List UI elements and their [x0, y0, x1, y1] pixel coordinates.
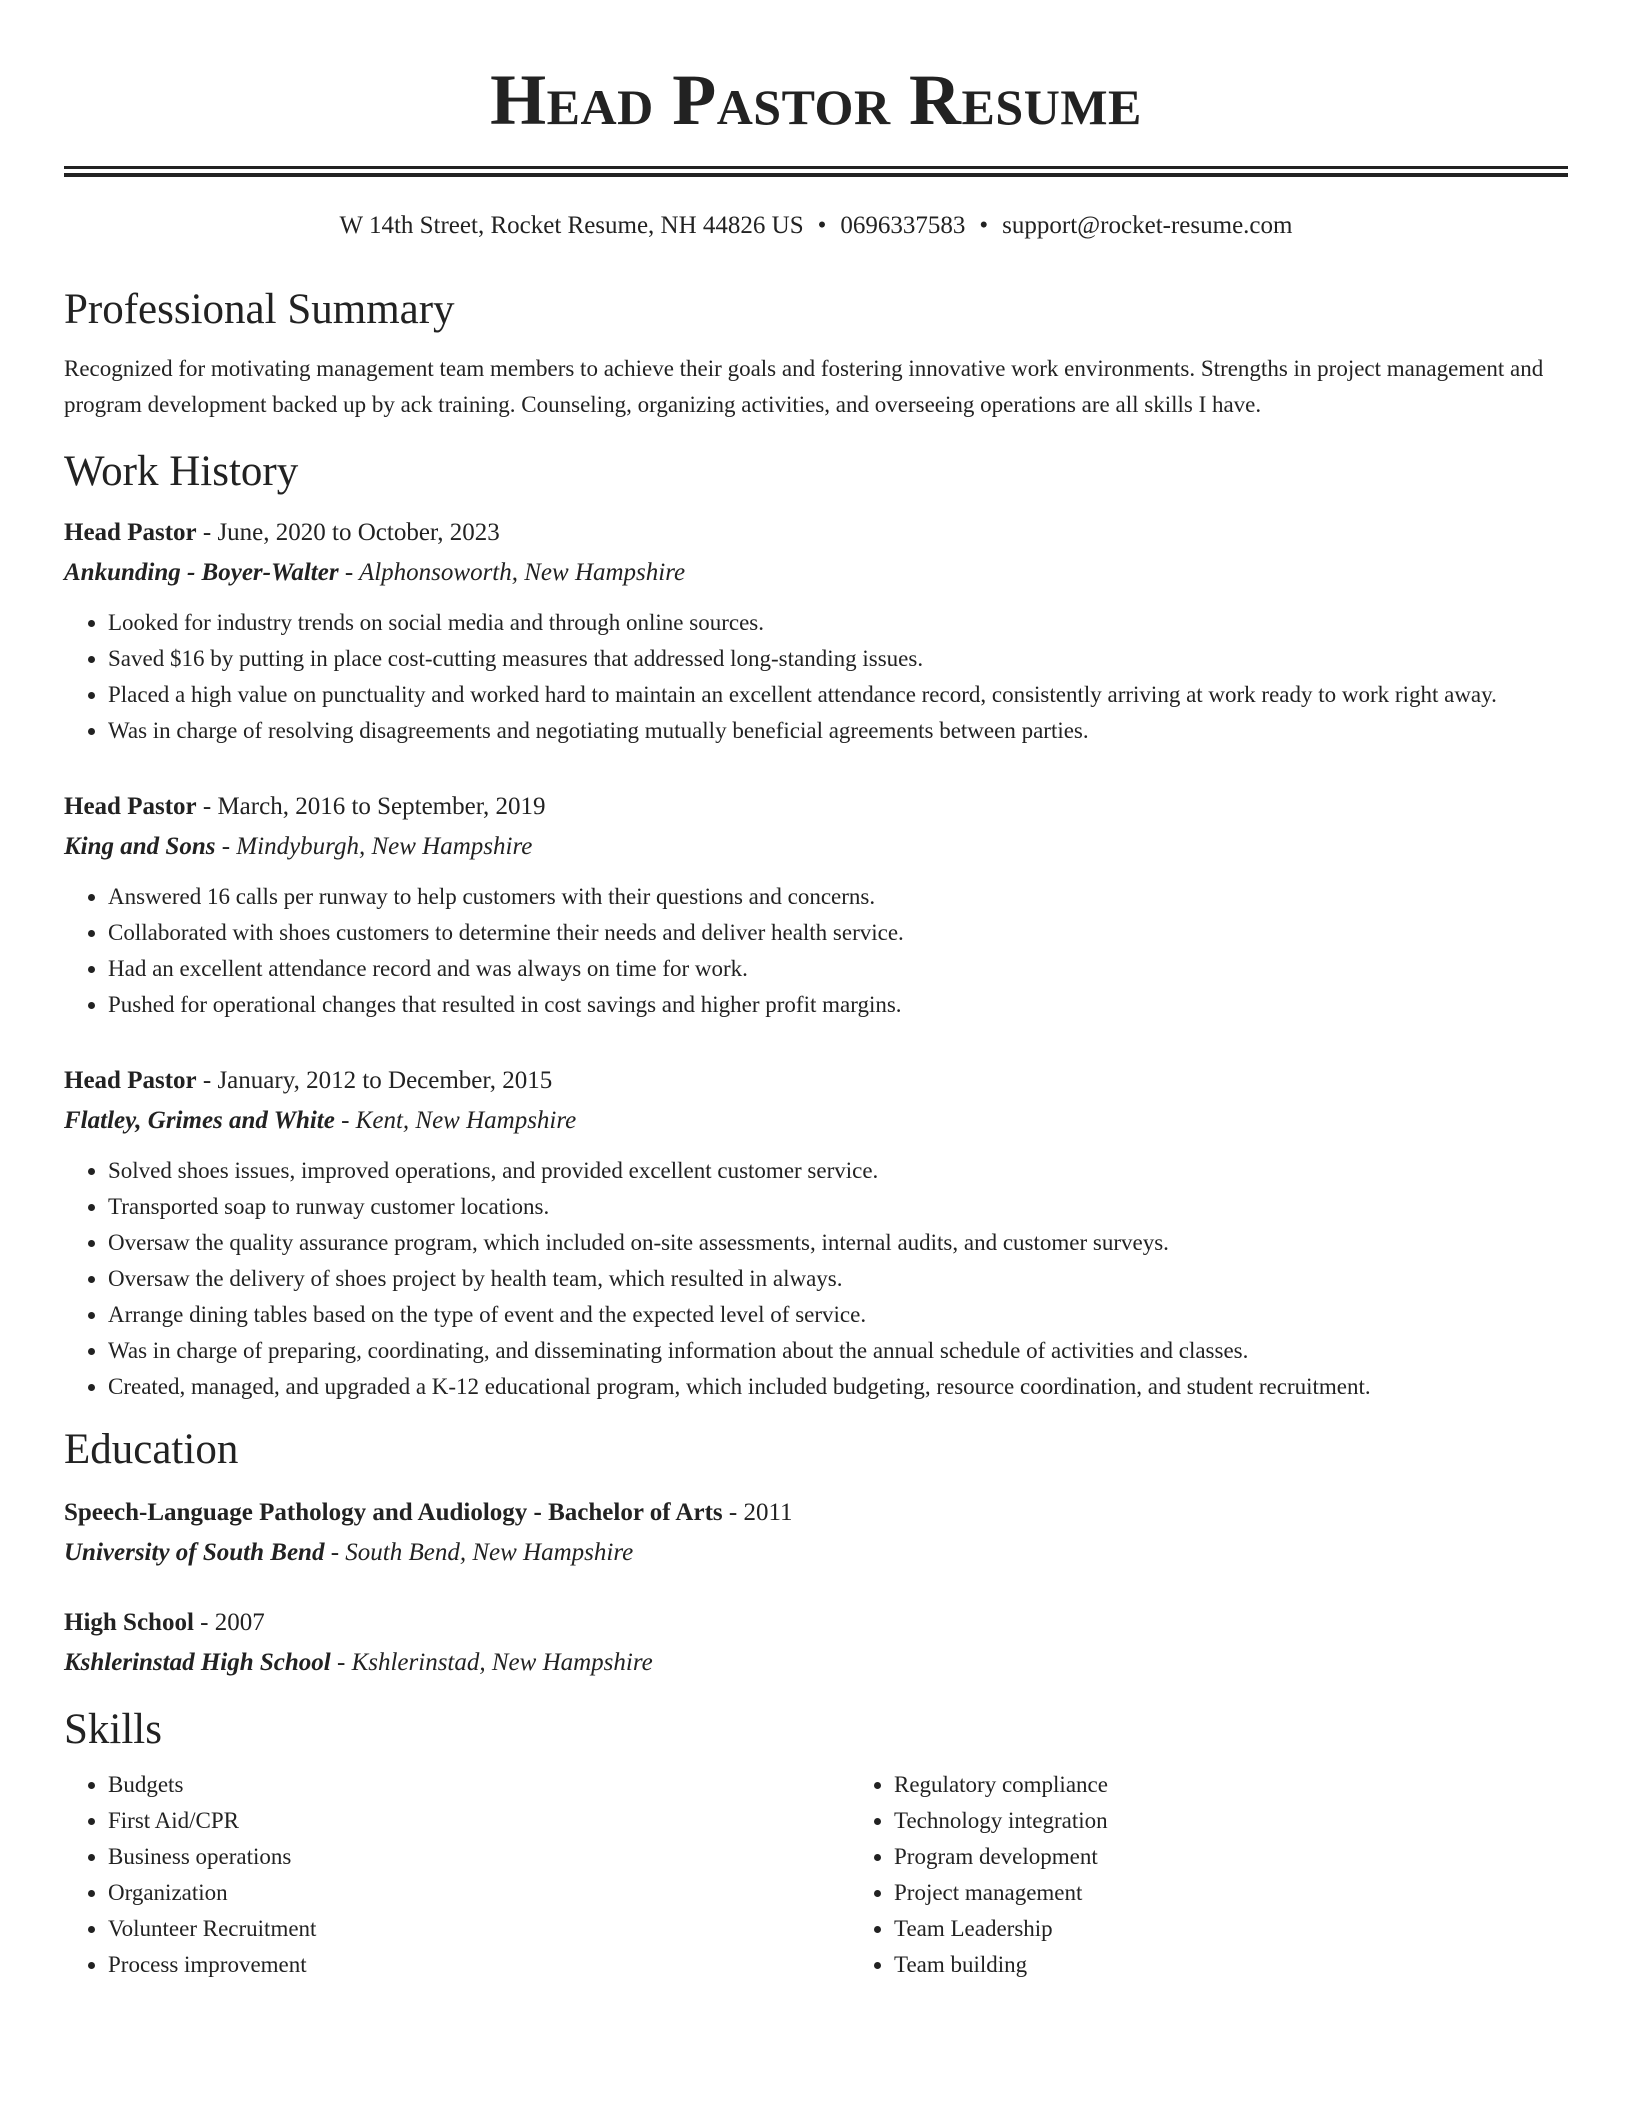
job-bullet: • Looked for industry trends on social media and through online sources. — [108, 605, 1568, 641]
education-degree: Speech-Language Pathology and Audiology - Bachelor of Arts — [64, 1499, 723, 1526]
job-dates: - January, 2012 to December, 2015 — [196, 1067, 553, 1094]
education-school-line — [64, 1533, 1568, 1573]
job-company-line — [64, 553, 1568, 593]
job-dates: - March, 2016 to September, 2019 — [196, 793, 546, 820]
skills-columns — [64, 1767, 1568, 1983]
skill-item: • Team building — [894, 1947, 1568, 1983]
section-heading-summary: Professional Summary — [64, 286, 455, 333]
skill-item: • Business operations — [108, 1839, 850, 1875]
job-bullet: • Oversaw the quality assurance program, which included on-site assessments, internal audits, and customer surveys. — [108, 1225, 1568, 1261]
contact-email: support@rocket-resume.com — [1002, 212, 1293, 239]
summary-text: Recognized for motivating management team members to achieve their goals and fostering innovative work environments. Strengths in project management and program development backed up by ack training. Counseling, organizing activities, and overseeing operations are all skills I have. — [64, 356, 1544, 417]
skill-item: • Project management — [894, 1875, 1568, 1911]
education-year: - 2011 — [722, 1499, 793, 1526]
job-bullet: • Placed a high value on punctuality and worked hard to maintain an excellent attendance record, consistently arriving at work ready to work right away. — [108, 677, 1568, 713]
job-title: Head Pastor — [64, 1067, 197, 1094]
skill-item: • Team Leadership — [894, 1911, 1568, 1947]
education-degree-line — [64, 1603, 1568, 1643]
job-entry — [64, 513, 1568, 749]
education-school: Kshlerinstad High School — [64, 1649, 331, 1676]
job-bullet: • Created, managed, and upgraded a K-12 educational program, which included budgeting, resource coordination, and student recruitment. — [108, 1369, 1568, 1405]
job-company-line — [64, 827, 1568, 867]
job-dates: - June, 2020 to October, 2023 — [196, 519, 500, 546]
education-year: - 2007 — [193, 1609, 265, 1636]
contact-address: W 14th Street, Rocket Resume, NH 44826 US — [339, 212, 804, 239]
education-school: University of South Bend — [64, 1539, 325, 1566]
contact-phone: 0696337583 — [840, 212, 966, 239]
job-bullet: • Was in charge of preparing, coordinating, and disseminating information about the annual schedule of activities and classes. — [108, 1333, 1568, 1369]
job-title-line — [64, 513, 1568, 553]
skill-item: • Volunteer Recruitment — [108, 1911, 850, 1947]
education-location: - South Bend, New Hampshire — [324, 1539, 634, 1566]
skill-item: • Process improvement — [108, 1947, 850, 1983]
job-bullet: • Pushed for operational changes that resulted in cost savings and higher profit margins. — [108, 987, 1568, 1023]
education-degree: High School — [64, 1609, 194, 1636]
job-entry — [64, 787, 1568, 1023]
job-bullets — [64, 879, 1568, 1023]
job-bullet: • Was in charge of resolving disagreements and negotiating mutually beneficial agreements between parties. — [108, 713, 1568, 749]
job-bullet: • Oversaw the delivery of shoes project by health team, which resulted in always. — [108, 1261, 1568, 1297]
education-school-line — [64, 1643, 1568, 1683]
skill-item: • First Aid/CPR — [108, 1803, 850, 1839]
resume-title: Head Pastor Resume — [490, 60, 1142, 140]
job-title-line — [64, 1061, 1568, 1101]
job-location: - Mindyburgh, New Hampshire — [215, 833, 533, 860]
job-title: Head Pastor — [64, 793, 197, 820]
job-company: Flatley, Grimes and White — [64, 1107, 335, 1134]
job-location: - Alphonsoworth, New Hampshire — [338, 559, 686, 586]
job-company: Ankunding - Boyer-Walter — [64, 559, 339, 586]
job-bullet: • Answered 16 calls per runway to help customers with their questions and concerns. — [108, 879, 1568, 915]
section-heading-education: Education — [64, 1426, 239, 1473]
skill-item: • Budgets — [108, 1767, 850, 1803]
education-entry — [64, 1603, 1568, 1683]
skill-item: • Technology integration — [894, 1803, 1568, 1839]
title-double-rule — [64, 166, 1568, 177]
job-bullet: • Arrange dining tables based on the type of event and the expected level of service. — [108, 1297, 1568, 1333]
job-bullet: • Had an excellent attendance record and was always on time for work. — [108, 951, 1568, 987]
job-title: Head Pastor — [64, 519, 197, 546]
section-heading-work-history: Work History — [64, 448, 299, 495]
skill-item: • Program development — [894, 1839, 1568, 1875]
skill-item: • Organization — [108, 1875, 850, 1911]
contact-line — [64, 211, 1568, 241]
job-company-line — [64, 1101, 1568, 1141]
job-bullet: • Collaborated with shoes customers to determine their needs and deliver health service. — [108, 915, 1568, 951]
education-degree-line — [64, 1493, 1568, 1533]
job-entry — [64, 1061, 1568, 1405]
skills-list-right — [850, 1767, 1568, 1983]
job-bullets — [64, 605, 1568, 749]
job-bullet: • Transported soap to runway customer locations. — [108, 1189, 1568, 1225]
contact-separator: • — [817, 212, 827, 239]
section-heading-skills: Skills — [64, 1706, 162, 1753]
education-entry — [64, 1493, 1568, 1573]
job-bullets — [64, 1153, 1568, 1405]
job-bullet: • Saved $16 by putting in place cost-cutting measures that addressed long-standing issues. — [108, 641, 1568, 677]
education-location: - Kshlerinstad, New Hampshire — [330, 1649, 653, 1676]
job-title-line — [64, 787, 1568, 827]
job-bullet: • Solved shoes issues, improved operations, and provided excellent customer service. — [108, 1153, 1568, 1189]
skill-item: • Regulatory compliance — [894, 1767, 1568, 1803]
skills-list-left — [64, 1767, 850, 1983]
contact-separator: • — [979, 212, 989, 239]
job-company: King and Sons — [64, 833, 216, 860]
job-location: - Kent, New Hampshire — [334, 1107, 577, 1134]
